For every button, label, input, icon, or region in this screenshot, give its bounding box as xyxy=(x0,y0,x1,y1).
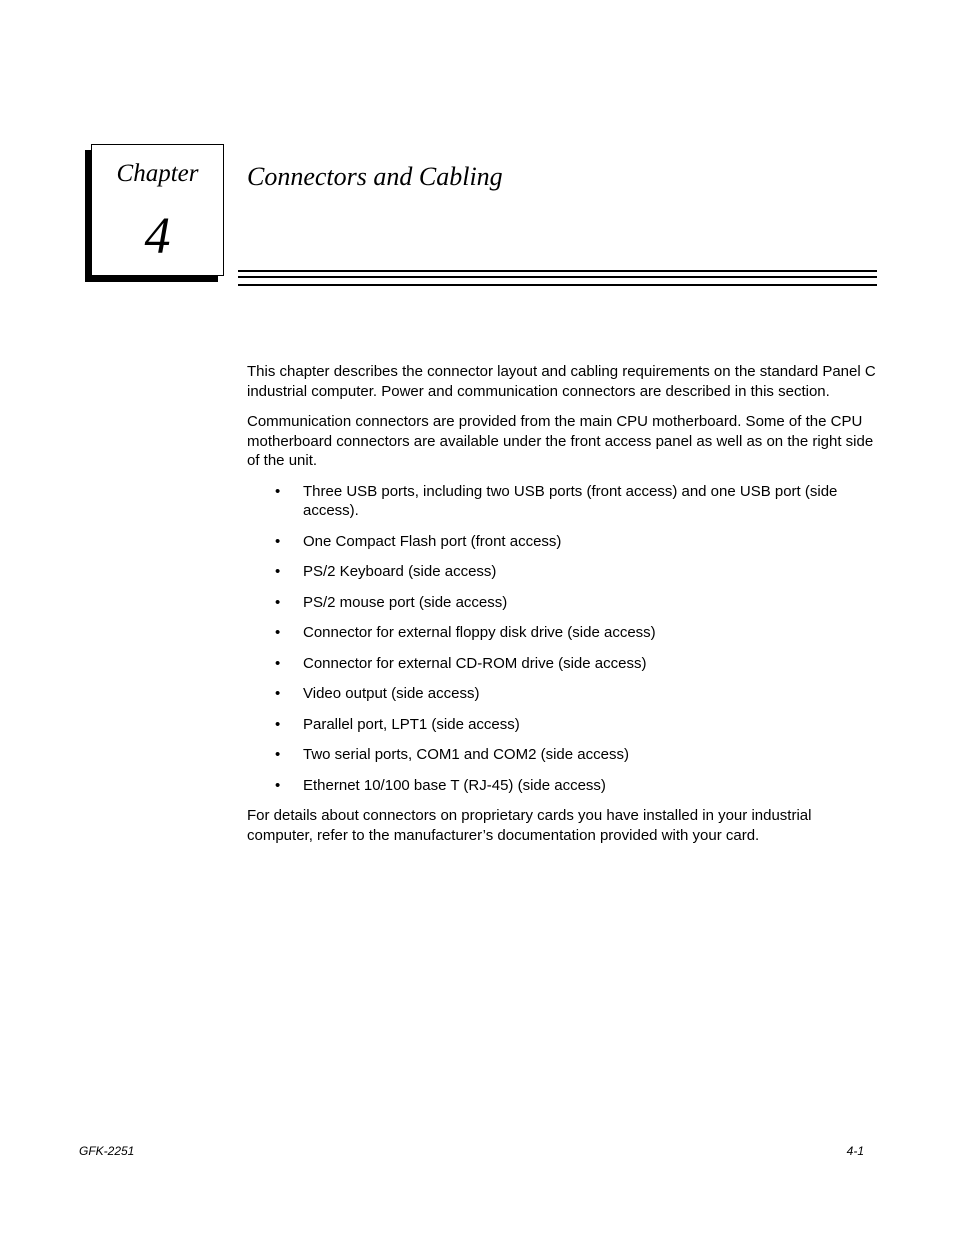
bullet-icon: • xyxy=(275,593,281,611)
list-item xyxy=(247,715,877,735)
list-item-text: Two serial ports, COM1 and COM2 (side access) xyxy=(303,746,629,763)
closing-paragraph: For details about connectors on proprietary cards you have installed in your industrial computer, refer to the manufacturer’s documentation provided with your card. xyxy=(247,807,812,844)
title-rule-middle xyxy=(238,276,877,278)
list-item-text: PS/2 Keyboard (side access) xyxy=(303,563,497,580)
bullet-icon: • xyxy=(275,624,281,641)
list-item xyxy=(247,623,877,643)
list-item xyxy=(247,654,877,674)
bullet-icon: • xyxy=(275,776,281,794)
list-item-text: Connector for external CD-ROM drive (side access) xyxy=(303,654,647,672)
list-item xyxy=(247,562,877,582)
list-item-text: Video output (side access) xyxy=(303,685,480,702)
bullet-icon: • xyxy=(275,532,281,550)
list-item-text: Three USB ports, including two USB ports (front access) and one USB port (side access). xyxy=(303,482,838,519)
chapter-label: Chapter xyxy=(116,160,199,187)
page-number: 4-1 xyxy=(846,1144,864,1158)
bullet-icon: • xyxy=(275,482,281,500)
intro-paragraph: This chapter describes the connector layout and cabling requirements on the standard Panel C industrial computer. Power and communication connectors are described in this section. xyxy=(247,363,876,400)
list-item-text: Connector for external floppy disk drive (side access) xyxy=(303,624,656,641)
bullet-icon: • xyxy=(275,685,281,702)
title-rule-top xyxy=(238,270,877,272)
chapter-box xyxy=(91,144,224,276)
bullet-icon: • xyxy=(275,746,281,763)
list-item xyxy=(247,776,877,796)
bullet-icon: • xyxy=(275,563,281,580)
list-item xyxy=(247,532,877,552)
bullet-icon: • xyxy=(275,654,281,672)
chapter-number: 4 xyxy=(144,208,171,265)
list-item-text: Ethernet 10/100 base T (RJ-45) (side access) xyxy=(303,776,606,794)
list-item xyxy=(247,745,877,765)
chapter-title: Connectors and Cabling xyxy=(247,162,503,191)
intro-paragraph: Communication connectors are provided from the main CPU motherboard. Some of the CPU motherboard connectors are available under the front access panel as well as on the right side of the unit. xyxy=(247,413,874,469)
list-item-text: PS/2 mouse port (side access) xyxy=(303,593,508,611)
list-item xyxy=(247,482,877,521)
title-rule-bottom xyxy=(238,284,877,286)
list-item xyxy=(247,593,877,613)
chapter-body xyxy=(247,362,877,856)
connector-list xyxy=(247,482,877,796)
list-item xyxy=(247,684,877,704)
document-number: GFK-2251 xyxy=(79,1144,135,1158)
list-item-text: One Compact Flash port (front access) xyxy=(303,532,562,550)
list-item-text: Parallel port, LPT1 (side access) xyxy=(303,715,520,733)
bullet-icon: • xyxy=(275,715,281,733)
